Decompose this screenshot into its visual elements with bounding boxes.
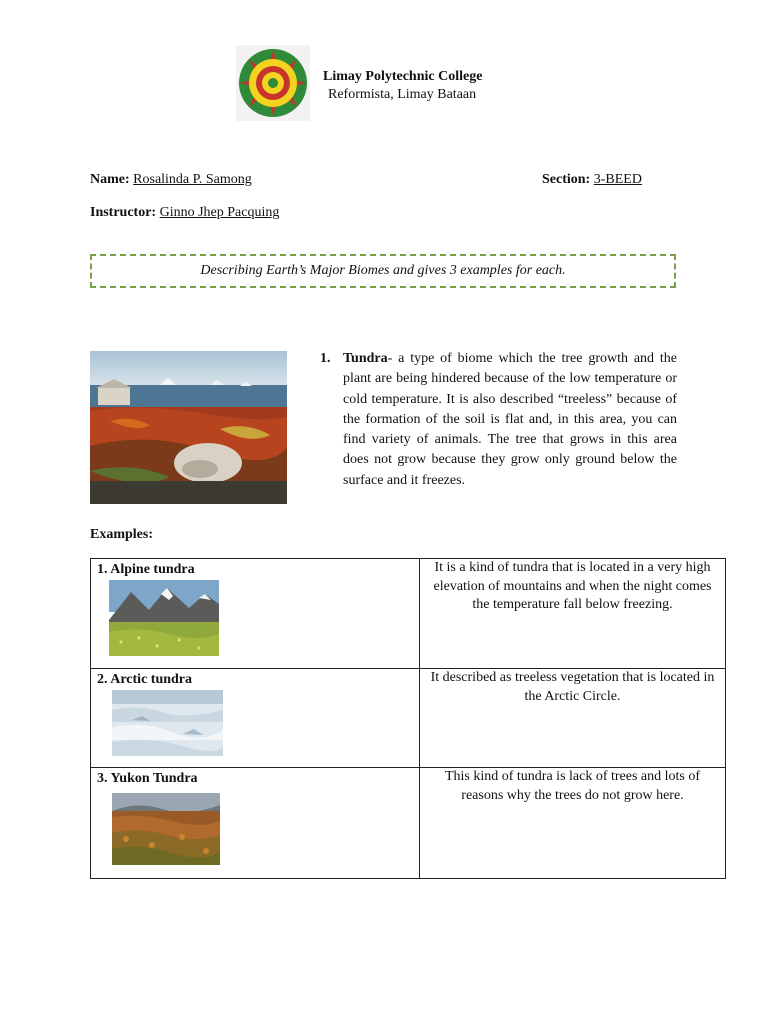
document-title: Describing Earth’s Major Biomes and gives 3 examples for each. bbox=[200, 263, 566, 278]
section-label: Section: bbox=[542, 172, 591, 187]
instructor-line bbox=[90, 205, 279, 221]
tundra-heading: Tundra bbox=[343, 351, 388, 366]
college-address: Reformista, Limay Bataan bbox=[328, 87, 477, 102]
example-description-cell bbox=[420, 559, 726, 669]
instructor-label: Instructor: bbox=[90, 205, 157, 220]
example-cell bbox=[91, 559, 420, 669]
example-title: 3. Yukon Tundra bbox=[97, 771, 198, 786]
tundra-number: 1. bbox=[320, 351, 331, 366]
tundra-body: - a type of biome which the tree growth and the plant are being hindered because of the low temperature or cold temperature. It is also described “treeless” because of the formation of the soil is flat and, in this area, you can find variety of animals. The tree that grows in this area does not grow because they grow only ground below the surface and it freezes. bbox=[343, 351, 677, 488]
example-description: It is a kind of tundra that is located in a very high elevation of mountains and when the night comes the temperature fall below freezing. bbox=[433, 560, 712, 612]
example-cell bbox=[91, 768, 420, 879]
name-label: Name: bbox=[90, 172, 130, 187]
name-line bbox=[90, 172, 252, 188]
example-description: It described as treeless vegetation that is located in the Arctic Circle. bbox=[430, 670, 715, 704]
example-title: 1. Alpine tundra bbox=[97, 562, 195, 577]
examples-label: Examples: bbox=[90, 527, 153, 542]
example-description-cell bbox=[420, 768, 726, 879]
tundra-paragraph bbox=[343, 349, 677, 491]
example-title: 2. Arctic tundra bbox=[97, 672, 193, 687]
tundra-photo bbox=[90, 351, 287, 504]
title-box bbox=[90, 254, 676, 288]
instructor-value: Ginno Jhep Pacquing bbox=[159, 205, 280, 220]
college-name: Limay Polytechnic College bbox=[323, 69, 483, 84]
section-value: 3-BEED bbox=[593, 172, 642, 187]
alpine-tundra-photo bbox=[109, 580, 219, 656]
yukon-tundra-photo bbox=[112, 793, 220, 865]
example-cell bbox=[91, 669, 420, 768]
table-row bbox=[91, 768, 726, 879]
arctic-tundra-photo bbox=[112, 690, 223, 756]
table-row bbox=[91, 559, 726, 669]
example-description: This kind of tundra is lack of trees and lots of reasons why the trees do not grow here. bbox=[444, 769, 701, 803]
table-row bbox=[91, 669, 726, 768]
examples-table bbox=[90, 558, 726, 879]
tundra-description bbox=[320, 349, 677, 491]
name-value: Rosalinda P. Samong bbox=[133, 172, 252, 187]
section-line bbox=[542, 172, 642, 188]
college-logo bbox=[236, 45, 310, 121]
example-description-cell bbox=[420, 669, 726, 768]
